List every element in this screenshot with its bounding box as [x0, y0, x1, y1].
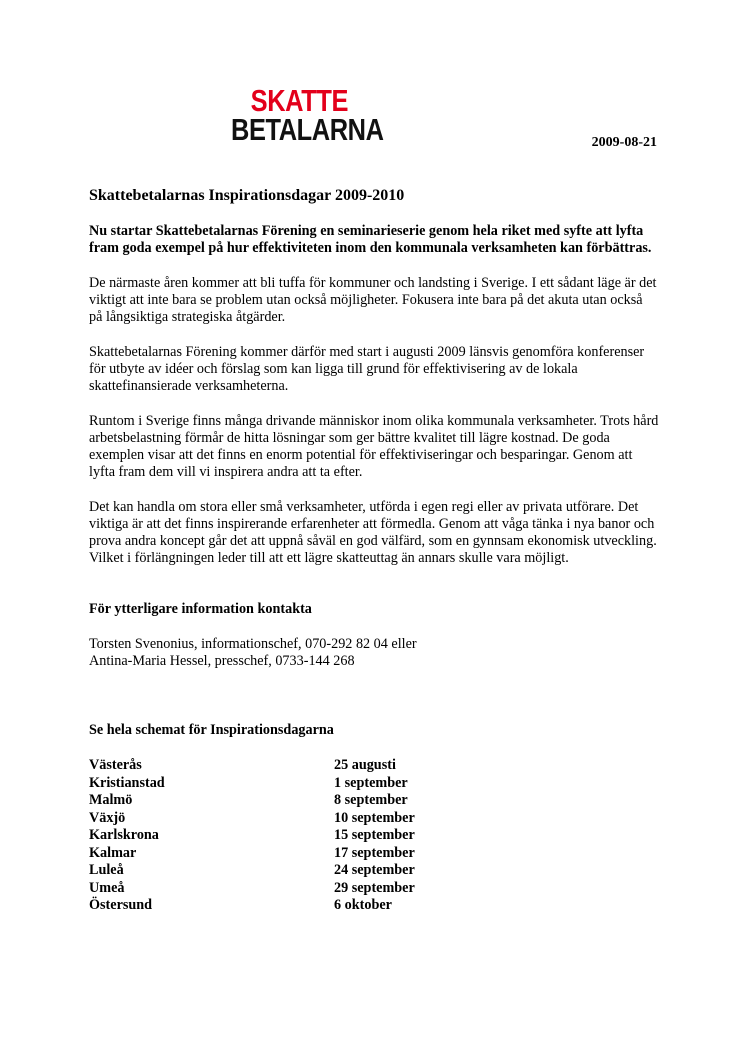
schedule-table [89, 757, 659, 915]
schedule-city: Malmö [89, 792, 133, 808]
schedule-date: 6 oktober [334, 897, 392, 913]
contact-heading: För ytterligare information kontakta [89, 601, 312, 617]
document-date: 2009-08-21 [591, 135, 657, 150]
schedule-date: 25 augusti [334, 757, 396, 773]
schedule-row [89, 757, 659, 775]
document-body [89, 186, 659, 915]
schedule-row [89, 792, 659, 810]
schedule-date: 8 september [334, 792, 408, 808]
schedule-city: Karlskrona [89, 827, 159, 843]
schedule-city: Västerås [89, 757, 142, 773]
schedule-row [89, 880, 659, 898]
schedule-date: 24 september [334, 862, 415, 878]
body-paragraph: Runtom i Sverige finns många drivande människor inom olika kommunala verksamheter. Trots hård arbetsbelastning förmår de hitta lösningar som ger bättre kvalitet till lägre kostnad. De goda exemplen visar att det finns en enorm potential för effektiviseringar och besparingar. Genom att lyfta fram dem vill vi inspirera andra att ta efter. [89, 413, 659, 480]
schedule-row [89, 810, 659, 828]
schedule-date: 10 september [334, 809, 415, 826]
schedule-city: Luleå [89, 862, 124, 878]
body-paragraph: Det kan handla om stora eller små verksamheter, utförda i egen regi eller av privata utförare. Det viktiga är att det finns inspirerande erfarenheter att förmedla. Genom att våga tänka i nya banor och prova andra koncept går det att uppnå såväl en god välfärd, som en gynnsam ekonomisk utveckling. Vilket i förlängningen leder till att ett lägre skatteuttag än annars skulle vara möjligt. [89, 499, 657, 566]
document-title: Skattebetalarnas Inspirationsdagar 2009-2010 [89, 187, 405, 204]
schedule-row [89, 775, 659, 793]
schedule-row [89, 827, 659, 845]
schedule-date: 29 september [334, 879, 415, 896]
schedule-city: Kristianstad [89, 774, 165, 791]
schedule-row [89, 897, 659, 915]
lead-paragraph: Nu startar Skattebetalarnas Förening en seminarieserie genom hela riket med syfte att lyfta fram goda exempel på hur effektiviteten inom den kommunala verksamheten kan förbättras. [89, 223, 652, 256]
logo-bottom-text: BETALARNA [231, 112, 384, 147]
schedule-city: Kalmar [89, 844, 137, 861]
schedule-city: Växjö [89, 809, 126, 826]
schedule-city: Östersund [89, 897, 153, 913]
skattebetalarna-logo [231, 83, 391, 147]
schedule-city: Umeå [89, 879, 125, 896]
body-paragraph: De närmaste åren kommer att bli tuffa för kommuner och landsting i Sverige. I ett sådant läge är det viktigt att inte bara se problem utan också möjligheter. Fokusera inte bara på det akuta utan också på långsiktiga strategiska åtgärder. [89, 275, 657, 325]
body-paragraph: Skattebetalarnas Förening kommer därför med start i augusti 2009 länsvis genomföra konferenser för utbyte av idéer och förslag som kan ligga till grund för effektivisering av de lokala skattefinansierade verksamheterna. [89, 344, 645, 394]
schedule-date: 1 september [334, 774, 408, 791]
contact-block [89, 636, 659, 670]
schedule-row [89, 845, 659, 863]
schedule-heading: Se hela schemat för Inspirationsdagarna [89, 722, 334, 738]
schedule-date: 17 september [334, 844, 415, 861]
logo-top-text: SKATTE [250, 83, 349, 118]
contact-line: Torsten Svenonius, informationschef, 070-292 82 04 eller [89, 636, 417, 652]
schedule-date: 15 september [334, 827, 415, 843]
contact-line: Antina-Maria Hessel, presschef, 0733-144 268 [89, 653, 355, 669]
schedule-row [89, 862, 659, 880]
